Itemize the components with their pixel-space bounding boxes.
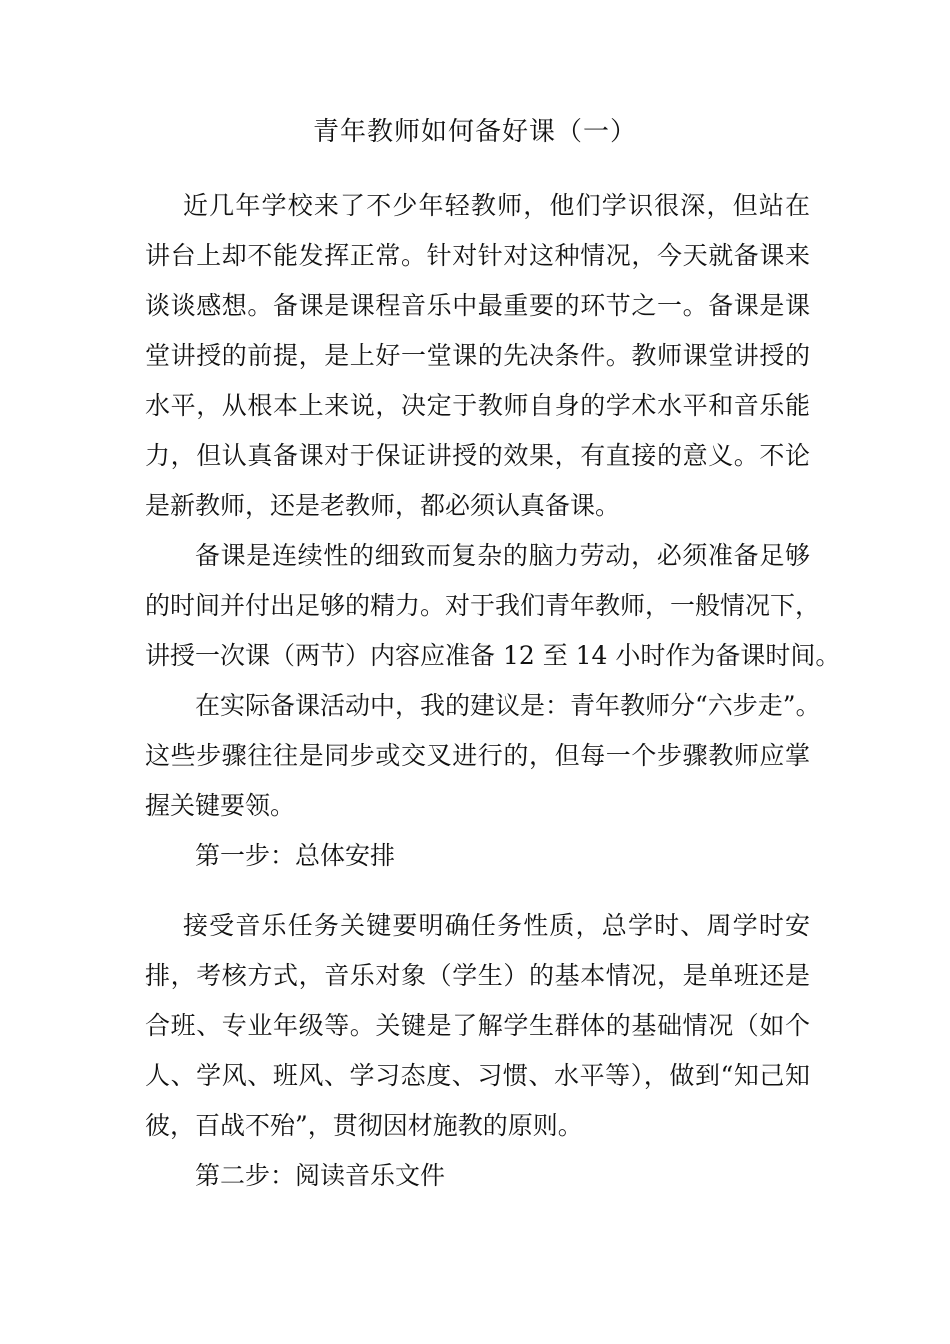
paragraph-2-line-3: 讲授一次课（两节）内容应准备 12 至 14 小时作为备课时间。 bbox=[145, 641, 841, 670]
paragraph-1-line-2: 讲台上却不能发挥正常。针对针对这种情况，今天就备课来 bbox=[145, 241, 810, 270]
paragraph-1-line-3: 谈谈感想。备课是课程音乐中最重要的环节之一。备课是课 bbox=[145, 291, 810, 320]
paragraph-2-line-1: 备课是连续性的细致而复杂的脑力劳动，必须准备足够 bbox=[195, 541, 810, 570]
step-1-heading: 第一步：总体安排 bbox=[195, 841, 396, 870]
paragraph-1-line-1: 近几年学校来了不少年轻教师，他们学识很深，但站在 bbox=[183, 191, 810, 220]
paragraph-4-line-1: 接受音乐任务关键要明确任务性质，总学时、周学时安 bbox=[183, 911, 810, 940]
document-title: 青年教师如何备好课（一） bbox=[312, 117, 637, 147]
paragraph-3-line-2: 这些步骤往往是同步或交叉进行的，但每一个步骤教师应掌 bbox=[145, 741, 810, 770]
paragraph-3-line-1: 在实际备课活动中，我的建议是：青年教师分“六步走”。 bbox=[195, 691, 821, 720]
step-2-heading: 第二步：阅读音乐文件 bbox=[195, 1161, 446, 1190]
paragraph-1-line-7: 是新教师，还是老教师，都必须认真备课。 bbox=[145, 491, 621, 520]
paragraph-4-line-3: 合班、专业年级等。关键是了解学生群体的基础情况（如个 bbox=[145, 1011, 810, 1040]
paragraph-1-line-6: 力，但认真备课对于保证讲授的效果，有直接的意义。不论 bbox=[145, 441, 810, 470]
paragraph-4-line-4: 人、学风、班风、学习态度、习惯、水平等），做到“知己知 bbox=[145, 1061, 810, 1090]
paragraph-4-line-5: 彼，百战不殆”，贯彻因材施教的原则。 bbox=[145, 1111, 583, 1140]
paragraph-3-line-3: 握关键要领。 bbox=[145, 791, 296, 820]
paragraph-1-line-5: 水平，从根本上来说，决定于教师自身的学术水平和音乐能 bbox=[145, 391, 810, 420]
paragraph-2-line-2: 的时间并付出足够的精力。对于我们青年教师，一般情况下， bbox=[145, 591, 821, 620]
paragraph-4-line-2: 排，考核方式，音乐对象（学生）的基本情况，是单班还是 bbox=[145, 961, 810, 990]
paragraph-1-line-4: 堂讲授的前提，是上好一堂课的先决条件。教师课堂讲授的 bbox=[145, 341, 810, 370]
